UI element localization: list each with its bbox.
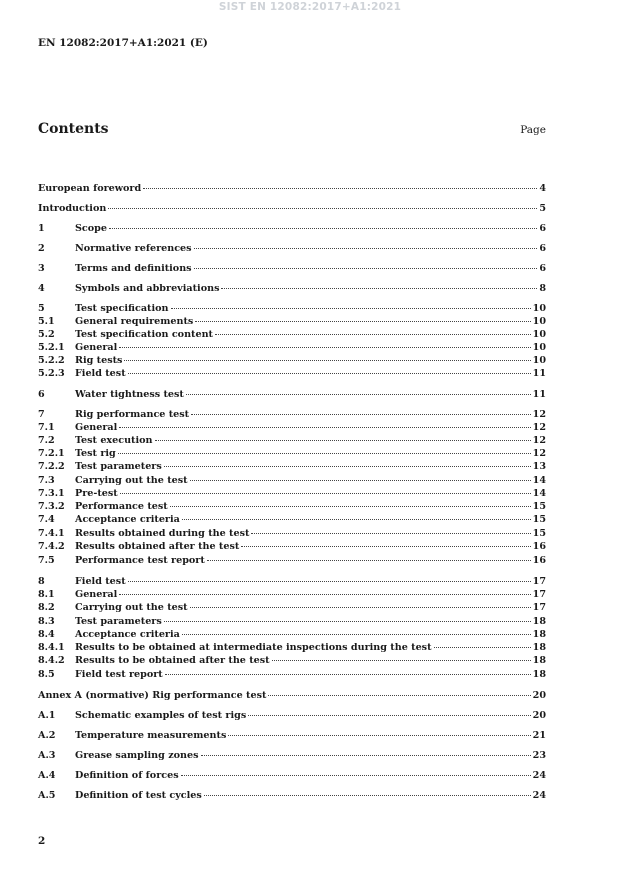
toc-entry[interactable] (38, 302, 546, 315)
toc-entry-number: 7.3 (38, 475, 55, 486)
toc-entry[interactable] (38, 315, 546, 328)
toc-entry[interactable] (38, 668, 546, 681)
toc-entry-page: 17 (532, 576, 546, 587)
toc-entry-page: 14 (532, 488, 546, 499)
toc-entry-page: 17 (532, 589, 546, 600)
toc-entry-title: Grease sampling zones (75, 750, 199, 761)
toc-dot-leader (128, 581, 531, 582)
toc-entry-title: Rig performance test (75, 409, 190, 420)
toc-entry-title: Acceptance criteria (75, 514, 180, 525)
toc-entry-title: Test parameters (75, 461, 162, 472)
toc-dot-leader (118, 453, 531, 454)
toc-entry-page: 10 (532, 329, 546, 340)
toc-entry-number: 5.1 (38, 316, 55, 327)
toc-entry[interactable] (38, 689, 546, 702)
toc-entry-page: 24 (532, 790, 546, 801)
toc-entry-title: Field test (75, 368, 126, 379)
toc-entry[interactable] (38, 341, 546, 354)
toc-entry-page: 12 (532, 448, 546, 459)
toc-entry-page: 17 (532, 602, 546, 613)
toc-dot-leader (228, 735, 530, 736)
toc-entry-number: 1 (38, 223, 45, 234)
toc-entry-page: 11 (532, 389, 546, 400)
toc-entry-title: Definition of test cycles (75, 790, 202, 801)
toc-entry-number: 8.1 (38, 589, 55, 600)
toc-entry-page: 23 (532, 750, 546, 761)
toc-entry-number: 8 (38, 576, 45, 587)
toc-entry-number: 7 (38, 409, 45, 420)
toc-entry[interactable] (38, 182, 546, 195)
toc-entry-number: A.4 (38, 770, 56, 781)
toc-dot-leader (143, 188, 537, 189)
toc-entry[interactable] (38, 222, 546, 235)
toc-entry[interactable] (38, 447, 546, 460)
toc-entry[interactable] (38, 262, 546, 275)
toc-entry-page: 6 (539, 243, 546, 254)
toc-entry[interactable] (38, 474, 546, 487)
toc-entry[interactable] (38, 540, 546, 553)
toc-dot-leader (191, 414, 531, 415)
toc-entry-title: Carrying out the test (75, 602, 188, 613)
toc-entry-page: 18 (532, 655, 546, 666)
toc-dot-leader (119, 427, 530, 428)
toc-entry-title: General requirements (75, 316, 194, 327)
toc-entry-title: Performance test (75, 501, 168, 512)
toc-entry-page: 13 (532, 461, 546, 472)
toc-entry-number: 6 (38, 389, 45, 400)
toc-dot-leader (241, 546, 530, 547)
toc-entry-number: 7.2.1 (38, 448, 65, 459)
toc-entry-number: 7.4.2 (38, 541, 65, 552)
toc-entry-number: 5.2.3 (38, 368, 65, 379)
toc-entry-number: 5.2 (38, 329, 55, 340)
toc-entry-page: 8 (539, 283, 546, 294)
toc-entry-number: A.5 (38, 790, 56, 801)
toc-entry-number: 8.4.1 (38, 642, 65, 653)
toc-dot-leader (171, 308, 531, 309)
toc-entry-title: Carrying out the test (75, 475, 188, 486)
toc-entry[interactable] (38, 408, 546, 421)
toc-entry-number: 8.3 (38, 616, 55, 627)
toc-dot-leader (221, 288, 537, 289)
toc-dot-leader (109, 228, 537, 229)
toc-entry[interactable] (38, 729, 546, 742)
toc-dot-leader (194, 248, 538, 249)
toc-entry-page: 18 (532, 616, 546, 627)
toc-entry-title: Normative references (75, 243, 192, 254)
toc-entry-page: 18 (532, 642, 546, 653)
toc-entry-number: 5 (38, 303, 45, 314)
toc-entry-title: Symbols and abbreviations (75, 283, 220, 294)
toc-entry[interactable] (38, 554, 546, 567)
toc-entry-title: General (75, 422, 118, 433)
toc-entry[interactable] (38, 202, 546, 215)
toc-entry-title: Temperature measurements (75, 730, 227, 741)
toc-entry-number: 5.2.1 (38, 342, 65, 353)
toc-entry[interactable] (38, 709, 546, 722)
toc-entry[interactable] (38, 615, 546, 628)
toc-entry[interactable] (38, 367, 546, 380)
toc-entry[interactable] (38, 749, 546, 762)
toc-entry-page: 10 (532, 303, 546, 314)
toc-entry-title: European foreword (38, 183, 142, 194)
page-number: 2 (38, 835, 46, 847)
toc-entry[interactable] (38, 487, 546, 500)
toc-entry-title: Test specification content (75, 329, 213, 340)
toc-entry-page: 10 (532, 355, 546, 366)
toc-entry-page: 16 (532, 541, 546, 552)
toc-entry-page: 18 (532, 669, 546, 680)
toc-entry-number: 7.5 (38, 555, 55, 566)
toc-dot-leader (194, 268, 538, 269)
toc-dot-leader (108, 208, 537, 209)
toc-dot-leader (124, 360, 530, 361)
toc-entry-number: 3 (38, 263, 45, 274)
toc-entry-page: 20 (532, 690, 546, 701)
toc-entry[interactable] (38, 434, 546, 447)
toc-entry[interactable] (38, 654, 546, 667)
toc-entry-number: 8.2 (38, 602, 55, 613)
toc-entry-page: 12 (532, 422, 546, 433)
toc-entry-number: 7.4 (38, 514, 55, 525)
toc-entry-page: 6 (539, 223, 546, 234)
toc-entry-number: 2 (38, 243, 45, 254)
toc-dot-leader (204, 795, 531, 796)
toc-dot-leader (186, 394, 531, 395)
toc-entry-number: 5.2.2 (38, 355, 65, 366)
toc-entry-number: 7.4.1 (38, 528, 65, 539)
toc-entry-page: 10 (532, 342, 546, 353)
toc-dot-leader (251, 533, 530, 534)
toc-entry[interactable] (38, 575, 546, 588)
toc-entry-number: A.2 (38, 730, 56, 741)
toc-entry[interactable] (38, 354, 546, 367)
toc-entry-title: Field test report (75, 669, 163, 680)
toc-entry-number: 7.3.2 (38, 501, 65, 512)
toc-entry-title: Acceptance criteria (75, 629, 180, 640)
toc-entry[interactable] (38, 460, 546, 473)
page-column-label: Page (520, 124, 546, 136)
toc-dot-leader (128, 373, 531, 374)
toc-dot-leader (195, 321, 530, 322)
toc-dot-leader (190, 480, 531, 481)
toc-entry-page: 15 (532, 501, 546, 512)
toc-entry[interactable] (38, 769, 546, 782)
toc-dot-leader (181, 775, 531, 776)
toc-dot-leader (434, 647, 531, 648)
toc-dot-leader (182, 634, 531, 635)
toc-entry-title: Introduction (38, 203, 107, 214)
toc-entry-number: 7.2 (38, 435, 55, 446)
toc-entry-page: 15 (532, 514, 546, 525)
toc-dot-leader (165, 674, 531, 675)
toc-entry-title: Results to be obtained at intermediate inspections during the test (75, 642, 432, 653)
toc-entry[interactable] (38, 513, 546, 526)
toc-dot-leader (272, 660, 531, 661)
toc-entry-number: 7.2.2 (38, 461, 65, 472)
toc-entry-title: Performance test report (75, 555, 205, 566)
toc-entry[interactable] (38, 282, 546, 295)
toc-dot-leader (164, 621, 531, 622)
toc-entry-number: 7.1 (38, 422, 55, 433)
toc-dot-leader (170, 506, 531, 507)
toc-dot-leader (164, 466, 531, 467)
toc-entry-title: Test specification (75, 303, 169, 314)
toc-entry-title: General (75, 342, 118, 353)
toc-dot-leader (201, 755, 531, 756)
toc-entry-title: Pre-test (75, 488, 118, 499)
toc-entry-title: Test execution (75, 435, 153, 446)
toc-entry-page: 4 (539, 183, 546, 194)
toc-entry-number: 8.4.2 (38, 655, 65, 666)
toc-entry-title: Field test (75, 576, 126, 587)
toc-dot-leader (207, 560, 531, 561)
toc-entry[interactable] (38, 500, 546, 513)
toc-entry-page: 24 (532, 770, 546, 781)
toc-entry-page: 18 (532, 629, 546, 640)
toc-entry-number: A.1 (38, 710, 56, 721)
toc-entry-title: Annex A (normative) Rig performance test (38, 690, 267, 701)
toc-entry-number: 8.4 (38, 629, 55, 640)
toc-entry-title: Scope (75, 223, 107, 234)
toc-entry-number: 4 (38, 283, 45, 294)
toc-entry-number: 7.3.1 (38, 488, 65, 499)
toc-entry-title: Schematic examples of test rigs (75, 710, 247, 721)
document-id: EN 12082:2017+A1:2021 (E) (38, 37, 208, 49)
toc-dot-leader (215, 334, 531, 335)
toc-entry-page: 21 (532, 730, 546, 741)
toc-entry[interactable] (38, 641, 546, 654)
watermark: SIST EN 12082:2017+A1:2021 (218, 1, 402, 13)
toc-entry-title: Results obtained after the test (75, 541, 240, 552)
toc-entry-title: Definition of forces (75, 770, 179, 781)
toc-entry[interactable] (38, 242, 546, 255)
toc-entry[interactable] (38, 328, 546, 341)
toc-entry[interactable] (38, 789, 546, 802)
toc-entry-page: 12 (532, 435, 546, 446)
toc-dot-leader (119, 347, 530, 348)
toc-dot-leader (119, 594, 530, 595)
toc-entry-title: Terms and definitions (75, 263, 192, 274)
toc-entry-page: 12 (532, 409, 546, 420)
toc-entry-title: Results obtained during the test (75, 528, 250, 539)
toc-entry-page: 20 (532, 710, 546, 721)
toc-entry-title: General (75, 589, 118, 600)
toc-entry-page: 14 (532, 475, 546, 486)
toc-entry-page: 16 (532, 555, 546, 566)
toc-entry-page: 15 (532, 528, 546, 539)
toc-entry-page: 6 (539, 263, 546, 274)
toc-dot-leader (182, 519, 531, 520)
toc-entry-title: Results to be obtained after the test (75, 655, 270, 666)
toc-dot-leader (268, 695, 530, 696)
toc-entry-page: 10 (532, 316, 546, 327)
toc-entry-number: A.3 (38, 750, 56, 761)
toc-entry[interactable] (38, 628, 546, 641)
toc-dot-leader (248, 715, 530, 716)
toc-entry-title: Test parameters (75, 616, 162, 627)
toc-entry-page: 11 (532, 368, 546, 379)
toc-entry-title: Rig tests (75, 355, 123, 366)
toc-entry-title: Water tightness test (75, 389, 184, 400)
toc-entry[interactable] (38, 588, 546, 601)
page-title: Contents (38, 121, 109, 137)
toc-entry[interactable] (38, 527, 546, 540)
toc-entry-page: 5 (539, 203, 546, 214)
toc-entry[interactable] (38, 388, 546, 401)
toc-entry[interactable] (38, 421, 546, 434)
toc-entry[interactable] (38, 601, 546, 614)
toc-dot-leader (120, 493, 531, 494)
toc-dot-leader (155, 440, 531, 441)
toc-dot-leader (190, 607, 531, 608)
toc-entry-number: 8.5 (38, 669, 55, 680)
toc-entry-title: Test rig (75, 448, 116, 459)
